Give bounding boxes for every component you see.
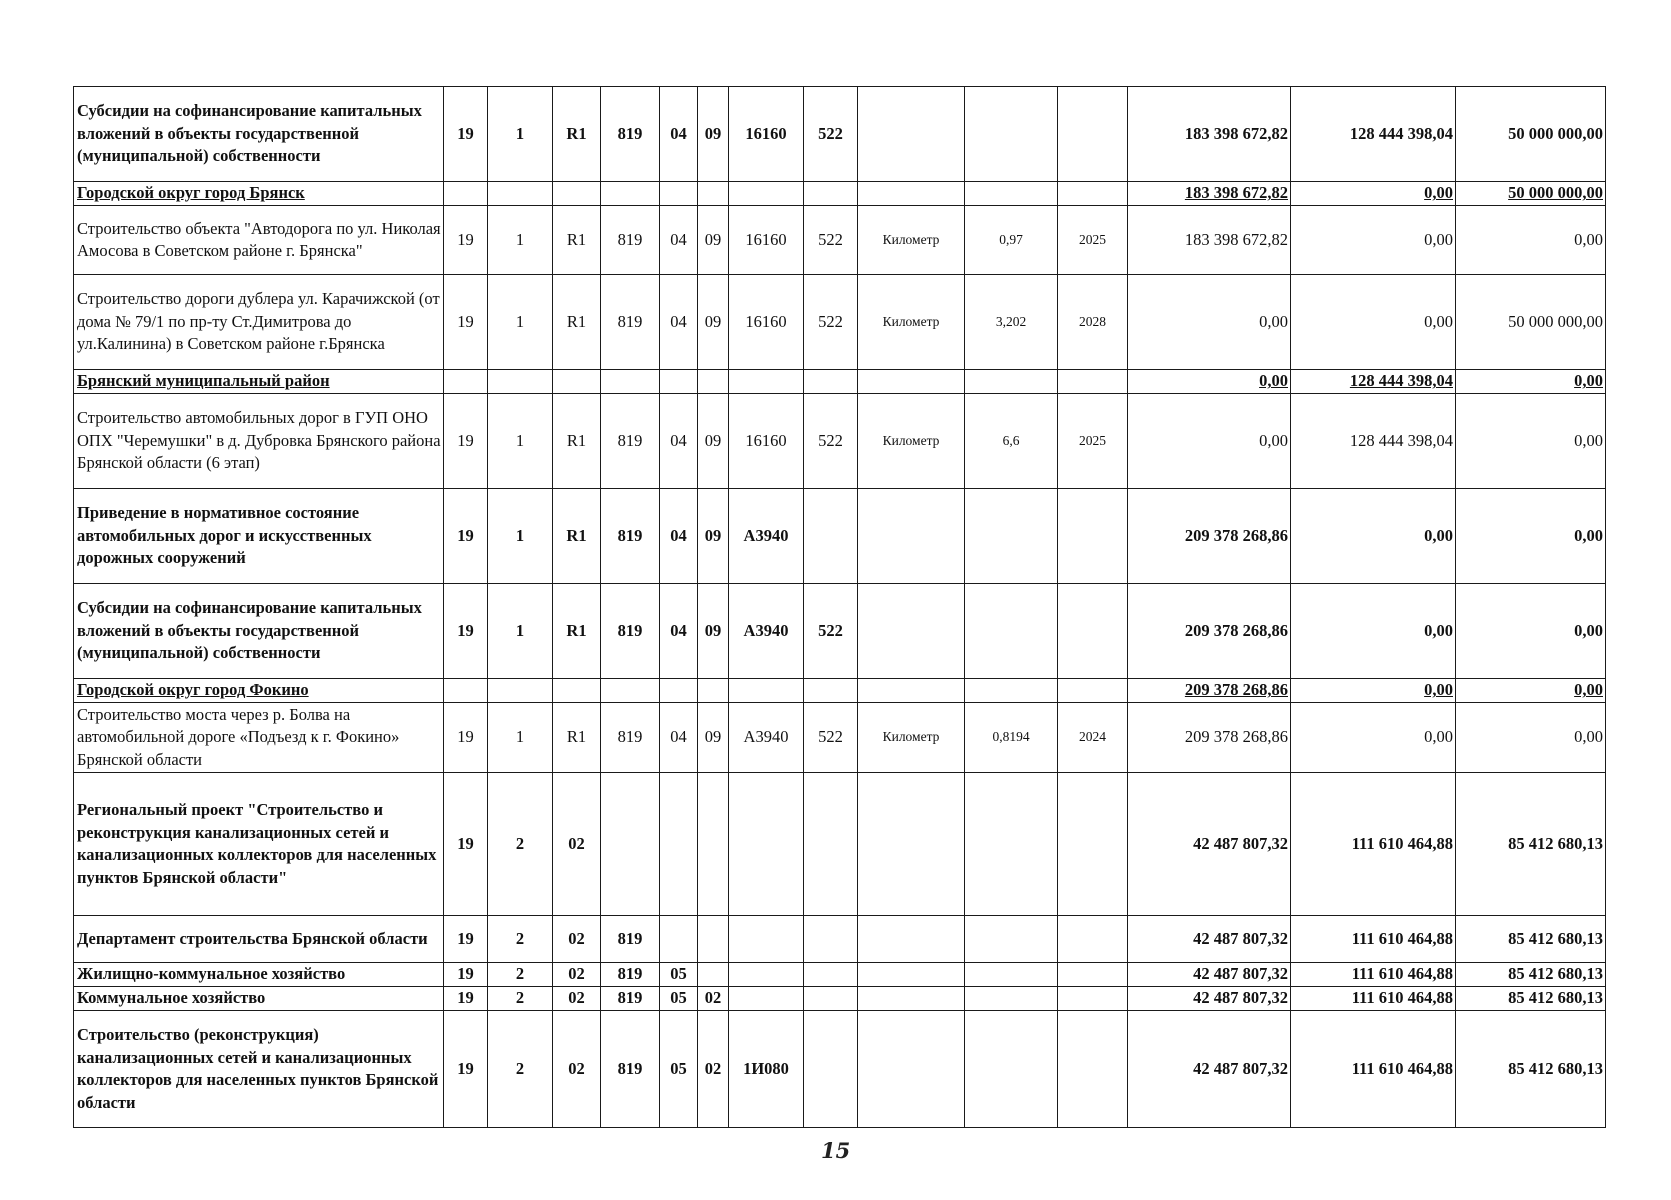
cell-unit: [858, 584, 965, 679]
table-row: [74, 703, 1606, 773]
cell-value-1: 209 378 268,86: [1128, 584, 1291, 679]
cell-code-2: [488, 370, 553, 394]
cell-code-7: [729, 963, 804, 987]
cell-value-2: 0,00: [1291, 182, 1456, 206]
cell-code-3: R1: [553, 489, 601, 584]
cell-value-2: 0,00: [1291, 206, 1456, 275]
cell-year: [1058, 370, 1128, 394]
cell-code-1: [444, 370, 488, 394]
cell-code-2: [488, 679, 553, 703]
cell-quantity: 6,6: [965, 394, 1058, 489]
cell-quantity: [965, 773, 1058, 916]
cell-code-1: 19: [444, 275, 488, 370]
budget-table: [73, 86, 1606, 1128]
cell-unit: Километр: [858, 703, 965, 773]
cell-code-1: 19: [444, 87, 488, 182]
cell-code-3: R1: [553, 206, 601, 275]
cell-quantity: [965, 679, 1058, 703]
cell-name: Субсидии на софинансирование капитальных вложений в объекты государственной (муниципальной) собственности: [74, 584, 444, 679]
cell-quantity: [965, 489, 1058, 584]
cell-code-1: 19: [444, 1011, 488, 1128]
table-row: [74, 963, 1606, 987]
cell-code-4: [601, 773, 660, 916]
cell-value-2: 0,00: [1291, 275, 1456, 370]
cell-code-6: 09: [698, 206, 729, 275]
cell-value-2: 111 610 464,88: [1291, 916, 1456, 963]
cell-name: Субсидии на софинансирование капитальных вложений в объекты государственной (муниципальной) собственности: [74, 87, 444, 182]
table-row: [74, 916, 1606, 963]
cell-code-4: 819: [601, 987, 660, 1011]
cell-name: Брянский муниципальный район: [74, 370, 444, 394]
cell-code-5: 04: [660, 703, 698, 773]
table-row: [74, 773, 1606, 916]
cell-value-3: 50 000 000,00: [1456, 275, 1606, 370]
cell-code-4: [601, 679, 660, 703]
cell-value-3: 85 412 680,13: [1456, 987, 1606, 1011]
cell-code-2: 1: [488, 275, 553, 370]
cell-code-2: 2: [488, 963, 553, 987]
cell-value-3: 0,00: [1456, 489, 1606, 584]
cell-code-8: [804, 679, 858, 703]
cell-year: [1058, 773, 1128, 916]
cell-value-3: 0,00: [1456, 584, 1606, 679]
cell-value-3: 50 000 000,00: [1456, 182, 1606, 206]
cell-value-1: 42 487 807,32: [1128, 1011, 1291, 1128]
cell-code-5: [660, 773, 698, 916]
cell-code-8: [804, 1011, 858, 1128]
cell-value-1: 209 378 268,86: [1128, 679, 1291, 703]
cell-value-1: 42 487 807,32: [1128, 916, 1291, 963]
cell-code-8: [804, 963, 858, 987]
cell-name: Строительство (реконструкция) канализационных сетей и канализационных коллекторов для населенных пунктов Брянской области: [74, 1011, 444, 1128]
cell-value-3: 85 412 680,13: [1456, 963, 1606, 987]
cell-code-1: 19: [444, 584, 488, 679]
cell-name: Департамент строительства Брянской области: [74, 916, 444, 963]
cell-code-4: 819: [601, 916, 660, 963]
cell-name: Городской округ город Брянск: [74, 182, 444, 206]
cell-unit: [858, 773, 965, 916]
cell-code-2: 2: [488, 1011, 553, 1128]
cell-code-3: R1: [553, 703, 601, 773]
cell-code-8: [804, 916, 858, 963]
cell-code-8: [804, 370, 858, 394]
cell-quantity: 0,8194: [965, 703, 1058, 773]
cell-name: Приведение в нормативное состояние автомобильных дорог и искусственных дорожных сооружений: [74, 489, 444, 584]
cell-year: [1058, 987, 1128, 1011]
cell-code-7: 16160: [729, 275, 804, 370]
cell-code-2: 1: [488, 584, 553, 679]
cell-name: Строительство дороги дублера ул. Карачижской (от дома № 79/1 по пр-ту Ст.Димитрова до ул.Калинина) в Советском районе г.Брянска: [74, 275, 444, 370]
cell-unit: [858, 87, 965, 182]
table-row: [74, 1011, 1606, 1128]
cell-unit: [858, 489, 965, 584]
cell-value-2: 128 444 398,04: [1291, 87, 1456, 182]
cell-value-3: 85 412 680,13: [1456, 1011, 1606, 1128]
cell-code-4: 819: [601, 394, 660, 489]
cell-unit: [858, 987, 965, 1011]
cell-value-2: 0,00: [1291, 703, 1456, 773]
table-body: [74, 87, 1606, 1128]
cell-year: [1058, 679, 1128, 703]
cell-quantity: 0,97: [965, 206, 1058, 275]
table-row: [74, 987, 1606, 1011]
cell-code-2: 1: [488, 703, 553, 773]
cell-code-3: R1: [553, 584, 601, 679]
cell-code-1: [444, 679, 488, 703]
cell-code-5: 04: [660, 275, 698, 370]
cell-quantity: [965, 370, 1058, 394]
cell-value-2: 0,00: [1291, 584, 1456, 679]
cell-code-4: [601, 182, 660, 206]
cell-code-6: 09: [698, 275, 729, 370]
table-row: [74, 489, 1606, 584]
cell-code-6: [698, 773, 729, 916]
cell-code-4: 819: [601, 489, 660, 584]
cell-value-2: 128 444 398,04: [1291, 370, 1456, 394]
cell-code-2: [488, 182, 553, 206]
cell-code-4: 819: [601, 963, 660, 987]
cell-code-3: [553, 182, 601, 206]
cell-code-3: 02: [553, 773, 601, 916]
cell-code-7: А3940: [729, 703, 804, 773]
cell-code-6: [698, 916, 729, 963]
cell-unit: [858, 370, 965, 394]
cell-code-6: 09: [698, 489, 729, 584]
cell-code-3: 02: [553, 963, 601, 987]
cell-unit: [858, 916, 965, 963]
cell-quantity: [965, 916, 1058, 963]
cell-code-8: [804, 773, 858, 916]
cell-code-5: [660, 916, 698, 963]
page-number: 15: [821, 1138, 851, 1163]
cell-code-2: 2: [488, 916, 553, 963]
cell-code-6: [698, 182, 729, 206]
cell-code-7: [729, 987, 804, 1011]
cell-unit: Километр: [858, 206, 965, 275]
cell-code-6: [698, 963, 729, 987]
cell-code-7: [729, 916, 804, 963]
cell-code-4: 819: [601, 1011, 660, 1128]
cell-value-1: 183 398 672,82: [1128, 206, 1291, 275]
cell-code-1: 19: [444, 773, 488, 916]
cell-value-3: 50 000 000,00: [1456, 87, 1606, 182]
cell-name: Городской округ город Фокино: [74, 679, 444, 703]
cell-name: Строительство моста через р. Болва на автомобильной дороге «Подъезд к г. Фокино» Брянской области: [74, 703, 444, 773]
cell-value-3: 0,00: [1456, 370, 1606, 394]
cell-code-4: 819: [601, 87, 660, 182]
cell-code-6: [698, 679, 729, 703]
cell-code-1: 19: [444, 963, 488, 987]
cell-code-2: 2: [488, 987, 553, 1011]
cell-code-6: [698, 370, 729, 394]
cell-year: [1058, 1011, 1128, 1128]
cell-code-3: 02: [553, 1011, 601, 1128]
cell-value-1: 0,00: [1128, 275, 1291, 370]
cell-code-7: 16160: [729, 206, 804, 275]
cell-value-1: 0,00: [1128, 370, 1291, 394]
cell-code-5: 04: [660, 584, 698, 679]
cell-code-1: 19: [444, 394, 488, 489]
table-row: [74, 394, 1606, 489]
cell-code-7: [729, 679, 804, 703]
cell-value-1: 209 378 268,86: [1128, 489, 1291, 584]
cell-code-8: [804, 489, 858, 584]
cell-code-4: 819: [601, 275, 660, 370]
table-row: [74, 275, 1606, 370]
cell-year: [1058, 87, 1128, 182]
cell-value-3: 0,00: [1456, 206, 1606, 275]
cell-value-1: 209 378 268,86: [1128, 703, 1291, 773]
cell-code-6: 09: [698, 584, 729, 679]
cell-unit: Километр: [858, 394, 965, 489]
cell-code-8: 522: [804, 584, 858, 679]
cell-year: [1058, 182, 1128, 206]
cell-code-8: [804, 987, 858, 1011]
cell-code-7: 1И080: [729, 1011, 804, 1128]
cell-year: 2028: [1058, 275, 1128, 370]
cell-value-1: 42 487 807,32: [1128, 987, 1291, 1011]
cell-code-5: [660, 679, 698, 703]
cell-code-5: 05: [660, 963, 698, 987]
cell-code-8: 522: [804, 703, 858, 773]
cell-year: [1058, 489, 1128, 584]
cell-code-7: [729, 182, 804, 206]
cell-value-2: 0,00: [1291, 679, 1456, 703]
table-row: [74, 182, 1606, 206]
cell-code-1: 19: [444, 206, 488, 275]
cell-code-6: 09: [698, 703, 729, 773]
cell-code-8: 522: [804, 206, 858, 275]
cell-value-2: 111 610 464,88: [1291, 773, 1456, 916]
cell-code-6: 09: [698, 87, 729, 182]
cell-code-6: 02: [698, 987, 729, 1011]
cell-code-2: 2: [488, 773, 553, 916]
cell-code-4: 819: [601, 584, 660, 679]
cell-unit: [858, 1011, 965, 1128]
cell-year: [1058, 916, 1128, 963]
cell-code-4: 819: [601, 703, 660, 773]
cell-code-5: 05: [660, 1011, 698, 1128]
cell-value-3: 0,00: [1456, 394, 1606, 489]
cell-quantity: [965, 182, 1058, 206]
cell-value-1: 183 398 672,82: [1128, 182, 1291, 206]
table-row: [74, 370, 1606, 394]
cell-code-1: [444, 182, 488, 206]
table-row: [74, 679, 1606, 703]
cell-value-3: 85 412 680,13: [1456, 773, 1606, 916]
cell-code-6: 09: [698, 394, 729, 489]
cell-code-3: 02: [553, 916, 601, 963]
cell-unit: [858, 963, 965, 987]
cell-code-4: [601, 370, 660, 394]
cell-name: Строительство автомобильных дорог в ГУП ОНО ОПХ "Черемушки" в д. Дубровка Брянского района Брянской области (6 этап): [74, 394, 444, 489]
cell-code-1: 19: [444, 703, 488, 773]
cell-code-1: 19: [444, 987, 488, 1011]
cell-code-3: [553, 370, 601, 394]
cell-value-3: 0,00: [1456, 679, 1606, 703]
cell-value-1: 0,00: [1128, 394, 1291, 489]
cell-code-7: А3940: [729, 489, 804, 584]
cell-name: Жилищно-коммунальное хозяйство: [74, 963, 444, 987]
cell-code-7: 16160: [729, 394, 804, 489]
cell-quantity: [965, 584, 1058, 679]
cell-value-2: 111 610 464,88: [1291, 1011, 1456, 1128]
cell-name: Коммунальное хозяйство: [74, 987, 444, 1011]
cell-code-6: 02: [698, 1011, 729, 1128]
cell-code-7: [729, 370, 804, 394]
cell-code-5: 04: [660, 87, 698, 182]
cell-value-2: 111 610 464,88: [1291, 963, 1456, 987]
cell-value-1: 183 398 672,82: [1128, 87, 1291, 182]
cell-code-3: R1: [553, 275, 601, 370]
cell-quantity: [965, 1011, 1058, 1128]
cell-code-7: А3940: [729, 584, 804, 679]
cell-unit: [858, 679, 965, 703]
cell-year: 2025: [1058, 394, 1128, 489]
cell-year: 2025: [1058, 206, 1128, 275]
cell-code-7: 16160: [729, 87, 804, 182]
cell-year: [1058, 584, 1128, 679]
cell-name: Региональный проект "Строительство и реконструкция канализационных сетей и канализационных коллекторов для населенных пунктов Брянской области": [74, 773, 444, 916]
cell-code-7: [729, 773, 804, 916]
cell-code-8: [804, 182, 858, 206]
cell-code-4: 819: [601, 206, 660, 275]
cell-year: [1058, 963, 1128, 987]
cell-value-1: 42 487 807,32: [1128, 773, 1291, 916]
cell-code-2: 1: [488, 394, 553, 489]
cell-code-8: 522: [804, 275, 858, 370]
cell-unit: Километр: [858, 275, 965, 370]
cell-value-2: 0,00: [1291, 489, 1456, 584]
table-row: [74, 87, 1606, 182]
table-row: [74, 584, 1606, 679]
cell-value-2: 111 610 464,88: [1291, 987, 1456, 1011]
cell-code-5: 04: [660, 489, 698, 584]
cell-code-8: 522: [804, 394, 858, 489]
cell-value-3: 0,00: [1456, 703, 1606, 773]
cell-code-3: R1: [553, 394, 601, 489]
cell-code-2: 1: [488, 489, 553, 584]
cell-value-2: 128 444 398,04: [1291, 394, 1456, 489]
cell-code-3: 02: [553, 987, 601, 1011]
cell-code-1: 19: [444, 916, 488, 963]
cell-year: 2024: [1058, 703, 1128, 773]
cell-code-5: 04: [660, 206, 698, 275]
cell-quantity: [965, 963, 1058, 987]
cell-value-1: 42 487 807,32: [1128, 963, 1291, 987]
cell-code-2: 1: [488, 87, 553, 182]
cell-code-5: [660, 182, 698, 206]
cell-value-3: 85 412 680,13: [1456, 916, 1606, 963]
cell-code-1: 19: [444, 489, 488, 584]
cell-code-3: R1: [553, 87, 601, 182]
cell-code-8: 522: [804, 87, 858, 182]
cell-unit: [858, 182, 965, 206]
cell-code-5: 05: [660, 987, 698, 1011]
table-row: [74, 206, 1606, 275]
cell-quantity: [965, 987, 1058, 1011]
cell-name: Строительство объекта "Автодорога по ул. Николая Амосова в Советском районе г. Брянска": [74, 206, 444, 275]
cell-code-2: 1: [488, 206, 553, 275]
cell-code-5: [660, 370, 698, 394]
cell-quantity: [965, 87, 1058, 182]
cell-code-5: 04: [660, 394, 698, 489]
cell-quantity: 3,202: [965, 275, 1058, 370]
cell-code-3: [553, 679, 601, 703]
